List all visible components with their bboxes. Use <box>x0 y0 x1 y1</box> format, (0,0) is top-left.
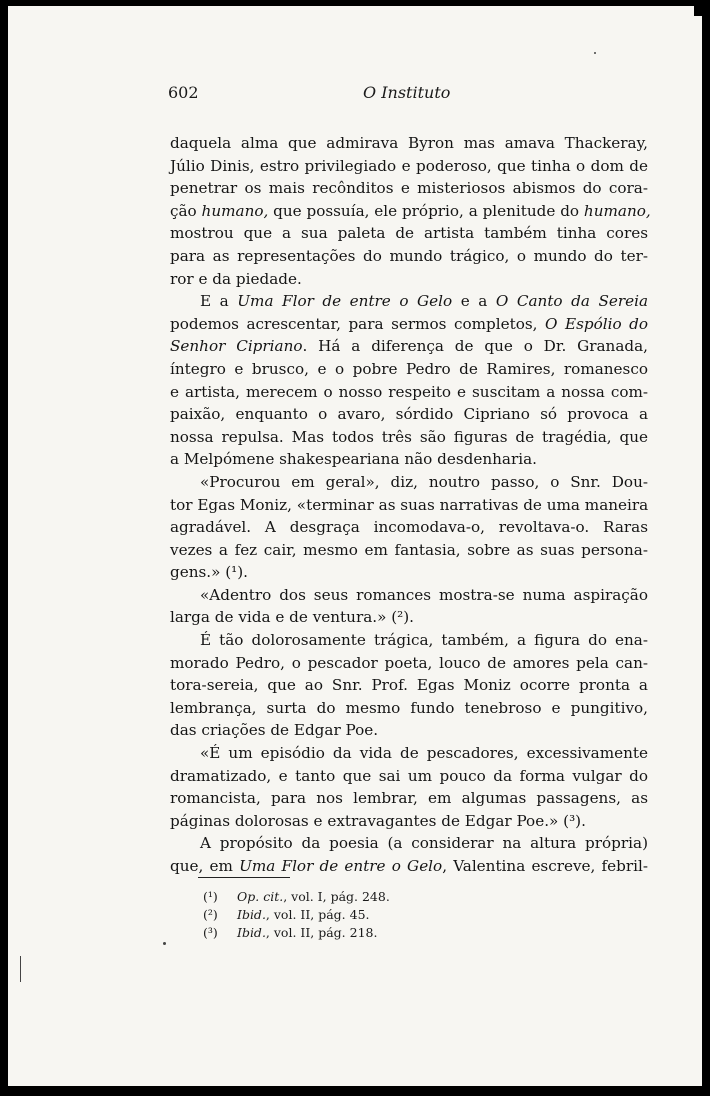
text-line: Júlio Dinis, estro privilegiado e poderoso, que tinha o dom de <box>170 156 648 175</box>
text-line: para as representações do mundo trágico, o mundo do ter- <box>170 246 648 265</box>
text-line: vezes a fez cair, mesmo em fantasia, sobre as suas persona- <box>170 540 648 559</box>
text-line: páginas dolorosas e extravagantes de Edgar Poe.» (³). <box>170 811 586 830</box>
footnote <box>203 906 390 924</box>
running-title: O Instituto <box>363 83 451 102</box>
text-line: romancista, para nos lembrar, em algumas passagens, as <box>170 789 648 808</box>
footnotes <box>203 888 390 942</box>
text-line: É tão dolorosamente trágica, também, a figura do ena- <box>200 631 648 650</box>
text-line: A propósito da poesia (a considerar na altura própria) <box>200 834 648 853</box>
text-line: «Adentro dos seus romances mostra-se numa aspiração <box>200 585 648 604</box>
footnote-text: Ibid., vol. II, pág. 45. <box>237 907 370 922</box>
text-line: morado Pedro, o pescador poeta, louco de amores pela can- <box>170 653 648 672</box>
text-line: das criações de Edgar Poe. <box>170 721 379 740</box>
footnote-marker: (²) <box>203 907 218 922</box>
text-line: tora-sereia, que ao Snr. Prof. Egas Moniz ocorre pronta a <box>170 676 648 695</box>
text-line: nossa repulsa. Mas todos três são figuras de tragédia, que <box>170 427 648 446</box>
text-line: penetrar os mais recônditos e misteriosos abismos do cora- <box>170 179 648 198</box>
footnote <box>203 888 390 906</box>
text-line: íntegro e brusco, e o pobre Pedro de Ramires, romanesco <box>170 359 648 378</box>
text-line: lembrança, surta do mesmo fundo tenebroso e pungitivo, <box>170 698 648 717</box>
footnote-text: Op. cit., vol. I, pág. 248. <box>237 889 390 904</box>
text-line: daquela alma que admirava Byron mas amava Thackeray, <box>170 134 648 152</box>
footnote-rule <box>198 877 290 878</box>
text-line: «É um episódio da vida de pescadores, excessivamente <box>200 744 648 763</box>
text-line: ção humano, que possuía, ele próprio, a plenitude do humano, <box>170 201 651 220</box>
text-line: que, em Uma Flor de entre o Gelo, Valentina escreve, febril- <box>170 857 648 875</box>
text-line: dramatizado, e tanto que sai um pouco da forma vulgar do <box>170 766 648 785</box>
book-page <box>8 6 702 1086</box>
text-line: mostrou que a sua paleta de artista também tinha cores <box>170 224 648 243</box>
paper-speck <box>20 956 21 982</box>
footnote-text: Ibid., vol. II, pág. 218. <box>237 925 378 940</box>
body-text <box>170 132 651 878</box>
text-line: E a Uma Flor de entre o Gelo e a O Canto da Sereia <box>200 292 648 311</box>
text-line: podemos acrescentar, para sermos completos, O Espólio do <box>170 314 649 333</box>
text-line: e artista, merecem o nosso respeito e suscitam a nossa com- <box>170 382 648 401</box>
footnote-marker: (¹) <box>203 889 218 904</box>
footnote-marker: (³) <box>203 925 218 940</box>
text-line: tor Egas Moniz, «terminar as suas narrativas de uma maneira <box>170 495 649 514</box>
text-line: «Procurou em geral», diz, noutro passo, o Snr. Dou- <box>200 472 648 491</box>
text-line: agradável. A desgraça incomodava-o, revoltava-o. Raras <box>170 518 648 537</box>
text-line: ror e da piedade. <box>170 269 302 288</box>
paper-speck <box>594 52 596 54</box>
page-number: 602 <box>168 83 199 102</box>
page-header <box>8 83 702 107</box>
text-line: gens.» (¹). <box>170 563 248 582</box>
text-line: paixão, enquanto o avaro, sórdido Cipriano só provoca a <box>170 405 648 424</box>
text-line: larga de vida e de ventura.» (²). <box>170 608 414 627</box>
text-line: a Melpómene shakespeariana não desdenharia. <box>170 450 537 469</box>
text-line: Senhor Cipriano. Há a diferença de que o Dr. Granada, <box>170 337 648 356</box>
paper-speck <box>163 942 166 945</box>
footnote <box>203 924 390 942</box>
scan-corner <box>694 0 710 16</box>
